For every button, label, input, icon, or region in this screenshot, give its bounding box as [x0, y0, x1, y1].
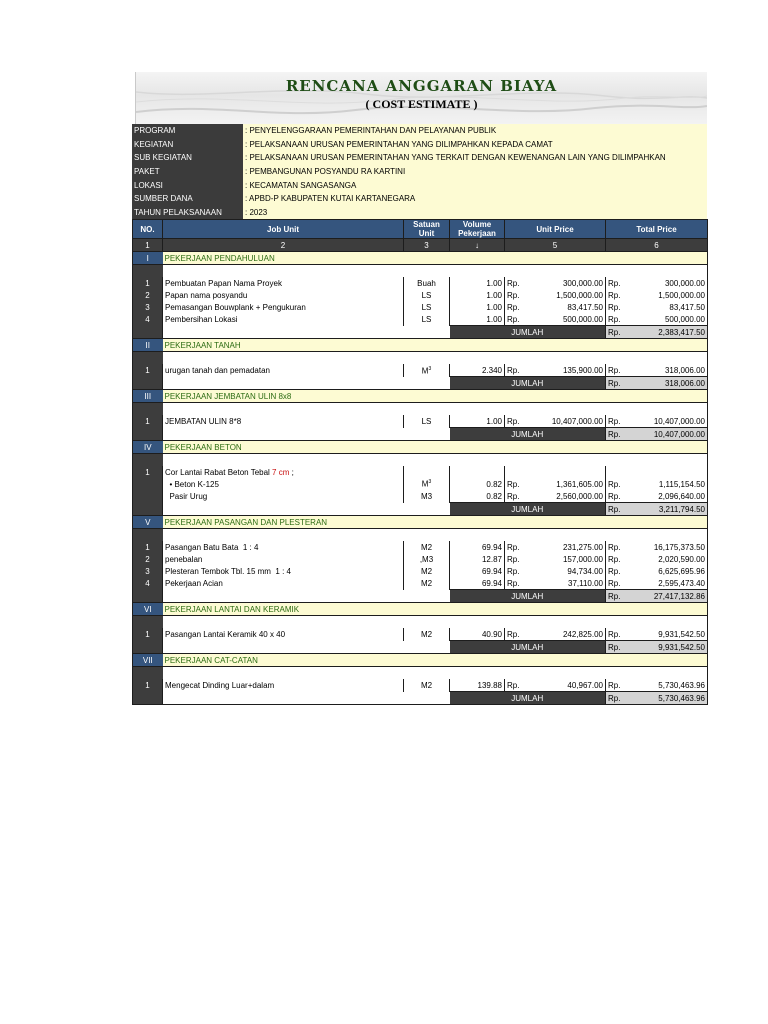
item-total-price: 83,417.50: [628, 301, 708, 313]
section-row: [133, 390, 708, 403]
item-unit-price: 1,361,605.00: [556, 479, 603, 489]
spacer-cell: [163, 265, 708, 278]
item-volume: 1.00: [486, 314, 502, 324]
subtotal-spacer: [133, 590, 163, 603]
section-title: PEKERJAAN CAT-CATAN: [163, 654, 708, 667]
subtotal-currency: Rp.: [606, 503, 628, 516]
spacer-row: [133, 529, 708, 542]
colnum-1: 1: [133, 239, 163, 252]
item-unit-price: 500,000.00: [562, 314, 603, 324]
bill-of-quantities-table: [132, 219, 708, 705]
subtotal-value: 9,931,542.50: [628, 641, 708, 654]
item-unit-price: 40,967.00: [567, 680, 603, 690]
item-volume: 1.00: [486, 302, 502, 312]
spacer-cell: [133, 403, 163, 416]
item-description: penebalan: [163, 553, 404, 565]
item-volume: 1.00: [486, 416, 502, 426]
colnum-3: 3: [404, 239, 450, 252]
section-title: PEKERJAAN PENDAHULUAN: [163, 252, 708, 265]
subtotal-spacer: [163, 377, 450, 390]
item-unit-price: 231,275.00: [562, 542, 603, 552]
project-info-table: [132, 124, 707, 219]
info-label: SUMBER DANA: [132, 192, 243, 206]
item-price-currency: Rp.: [505, 415, 527, 428]
item-unit: LS: [404, 289, 450, 301]
item-total-price: 10,407,000.00: [628, 415, 708, 428]
item-description: Pasir Urug: [163, 490, 404, 503]
info-label: TAHUN PELAKSANAAN: [132, 206, 243, 220]
item-description: Papan nama posyandu: [163, 289, 404, 301]
subtotal-row: [133, 326, 708, 339]
spacer-cell: [133, 529, 163, 542]
item-total-currency: Rp.: [606, 577, 628, 590]
info-value: : PELAKSANAAN URUSAN PEMERINTAHAN YANG DILIMPAHKAN KEPADA CAMAT: [243, 138, 707, 152]
section-number: VII: [133, 654, 163, 667]
item-row: [133, 553, 708, 565]
header-satuan: Satuan Unit: [404, 220, 450, 239]
subtotal-spacer: [163, 641, 450, 654]
item-unit: M2: [404, 679, 450, 692]
subtotal-spacer: [163, 692, 450, 705]
info-value: : PENYELENGGARAAN PEMERINTAHAN DAN PELAYANAN PUBLIK: [243, 124, 707, 138]
spacer-cell: [163, 352, 708, 365]
item-description: JEMBATAN ULIN 8*8: [163, 415, 404, 428]
info-row: [132, 192, 707, 206]
spacer-row: [133, 265, 708, 278]
item-price-currency: Rp.: [505, 277, 527, 289]
item-volume: 0.82: [486, 479, 502, 489]
info-label: LOKASI: [132, 178, 243, 192]
info-value: : PELAKSANAAN URUSAN PEMERINTAHAN YANG TERKAIT DENGAN KEWENANGAN LAIN YANG DILIMPAHKAN: [243, 151, 707, 165]
item-unit: M3: [404, 490, 450, 503]
item-row: [133, 313, 708, 326]
item-description: Pembersihan Lokasi: [163, 313, 404, 326]
section-number: IV: [133, 441, 163, 454]
section-row: [133, 441, 708, 454]
item-total-price: 5,730,463.96: [628, 679, 708, 692]
column-number-row: [133, 239, 708, 252]
section-title: PEKERJAAN PASANGAN DAN PLESTERAN: [163, 516, 708, 529]
info-row: [132, 165, 707, 179]
spacer-row: [133, 454, 708, 467]
item-total-currency: Rp.: [606, 301, 628, 313]
item-number: 4: [133, 313, 163, 326]
item-total-currency: Rp.: [606, 565, 628, 577]
info-row: [132, 206, 707, 220]
item-total-price: [628, 466, 708, 478]
item-total-currency: Rp.: [606, 289, 628, 301]
info-row: [132, 138, 707, 152]
section-number: II: [133, 339, 163, 352]
item-total-currency: Rp.: [606, 541, 628, 553]
subtotal-label: JUMLAH: [450, 326, 606, 339]
item-volume: 1.00: [486, 278, 502, 288]
item-total-currency: Rp.: [606, 490, 628, 503]
spacer-row: [133, 403, 708, 416]
item-unit-price: 300,000.00: [562, 278, 603, 288]
item-number: [133, 490, 163, 503]
subtotal-row: [133, 641, 708, 654]
item-unit: $M^3$: [404, 478, 450, 490]
item-row: [133, 565, 708, 577]
info-row: [132, 151, 707, 165]
section-row: [133, 339, 708, 352]
item-total-currency: Rp.: [606, 364, 628, 377]
item-total-price: 1,115,154.50: [628, 478, 708, 490]
item-row: [133, 301, 708, 313]
item-unit: Buah: [404, 277, 450, 289]
subtotal-value: 318,006.00: [628, 377, 708, 390]
spacer-row: [133, 616, 708, 629]
item-price-currency: Rp.: [505, 577, 527, 590]
item-number: [133, 478, 163, 490]
subtotal-label: JUMLAH: [450, 641, 606, 654]
item-price-currency: Rp.: [505, 553, 527, 565]
colnum-6: 6: [606, 239, 708, 252]
item-description: Pemasangan Bouwplank + Pengukuran: [163, 301, 404, 313]
item-unit-price: 83,417.50: [567, 302, 603, 312]
subtotal-spacer: [133, 641, 163, 654]
item-row: [133, 466, 708, 478]
item-total-price: 2,096,640.00: [628, 490, 708, 503]
item-unit: LS: [404, 313, 450, 326]
item-total-price: 2,020,590.00: [628, 553, 708, 565]
item-unit-price: 157,000.00: [562, 554, 603, 564]
colnum-4: ↓: [450, 239, 505, 252]
item-number: 1: [133, 679, 163, 692]
table-header-row: [133, 220, 708, 239]
spacer-cell: [163, 403, 708, 416]
item-unit-superscript: 3: [428, 365, 432, 372]
item-total-price: 500,000.00: [628, 313, 708, 326]
subtotal-label: JUMLAH: [450, 377, 606, 390]
spacer-cell: [163, 667, 708, 680]
section-title: PEKERJAAN LANTAI DAN KERAMIK: [163, 603, 708, 616]
item-unit: $M^3$: [404, 364, 450, 377]
item-row: [133, 478, 708, 490]
header-unit-price: Unit Price: [505, 220, 606, 239]
item-description: Cor Lantai Rabat Beton Tebal 7 cm ;: [163, 466, 404, 478]
item-unit: LS: [404, 301, 450, 313]
item-number: 2: [133, 289, 163, 301]
item-row: [133, 541, 708, 553]
section-title: PEKERJAAN JEMBATAN ULIN 8x8: [163, 390, 708, 403]
subtotal-row: [133, 503, 708, 516]
section-number: V: [133, 516, 163, 529]
subtotal-currency: Rp.: [606, 377, 628, 390]
spacer-cell: [133, 616, 163, 629]
item-unit: LS: [404, 415, 450, 428]
item-total-currency: Rp.: [606, 277, 628, 289]
colnum-2: 2: [163, 239, 404, 252]
item-number: 2: [133, 553, 163, 565]
subtotal-value: 2,383,417.50: [628, 326, 708, 339]
info-label: KEGIATAN: [132, 138, 243, 152]
item-unit-price: 94,734.00: [567, 566, 603, 576]
item-unit-price: 242,825.00: [562, 629, 603, 639]
subtotal-value: 10,407,000.00: [628, 428, 708, 441]
item-unit-price: 10,407,000.00: [551, 416, 603, 426]
subtotal-label: JUMLAH: [450, 428, 606, 441]
info-value: : APBD-P KABUPATEN KUTAI KARTANEGARA: [243, 192, 707, 206]
section-number: III: [133, 390, 163, 403]
item-number: 1: [133, 466, 163, 478]
subtotal-value: 3,211,794.50: [628, 503, 708, 516]
header-volume: Volume Pekerjaan: [450, 220, 505, 239]
item-unit: M2: [404, 577, 450, 590]
item-volume: 0.82: [486, 491, 502, 501]
item-number: 1: [133, 628, 163, 641]
item-unit: ,M3: [404, 553, 450, 565]
item-description: Pasangan Batu Bata 1 : 4: [163, 541, 404, 553]
item-volume: 40.90: [481, 629, 502, 639]
subtotal-row: [133, 428, 708, 441]
item-total-currency: Rp.: [606, 313, 628, 326]
item-price-currency: Rp.: [505, 565, 527, 577]
cost-estimate-sheet: [132, 72, 707, 705]
item-volume: 139.88: [477, 680, 502, 690]
subtotal-label: JUMLAH: [450, 503, 606, 516]
item-unit: M2: [404, 628, 450, 641]
item-unit-price: 1,500,000.00: [556, 290, 603, 300]
info-row: [132, 178, 707, 192]
info-value: : PEMBANGUNAN POSYANDU RA KARTINI: [243, 165, 707, 179]
info-value: : 2023: [243, 206, 707, 220]
item-description: Pekerjaan Acian: [163, 577, 404, 590]
section-number: VI: [133, 603, 163, 616]
spacer-row: [133, 667, 708, 680]
subtotal-currency: Rp.: [606, 641, 628, 654]
subtotal-label: JUMLAH: [450, 590, 606, 603]
item-price-currency: Rp.: [505, 628, 527, 641]
item-unit-superscript: 3: [428, 479, 432, 486]
section-title: PEKERJAAN BETON: [163, 441, 708, 454]
item-unit-price: 135,900.00: [562, 365, 603, 375]
item-total-price: 9,931,542.50: [628, 628, 708, 641]
subtotal-currency: Rp.: [606, 692, 628, 705]
item-unit: M2: [404, 565, 450, 577]
item-number: 3: [133, 301, 163, 313]
subtotal-row: [133, 692, 708, 705]
spacer-cell: [163, 454, 708, 467]
spacer-cell: [163, 529, 708, 542]
item-unit-price: 2,560,000.00: [556, 491, 603, 501]
item-volume: 69.94: [481, 542, 502, 552]
item-description: Mengecat Dinding Luar+dalam: [163, 679, 404, 692]
spacer-cell: [133, 667, 163, 680]
item-total-price: 16,175,373.50: [628, 541, 708, 553]
item-price-currency: Rp.: [505, 478, 527, 490]
subtotal-spacer: [163, 428, 450, 441]
section-row: [133, 654, 708, 667]
item-price-currency: [505, 466, 527, 478]
spacer-cell: [133, 265, 163, 278]
item-volume: 69.94: [481, 578, 502, 588]
item-price-currency: Rp.: [505, 313, 527, 326]
subtotal-value: 27,417,132.86: [628, 590, 708, 603]
subtotal-row: [133, 590, 708, 603]
item-number: 1: [133, 364, 163, 377]
info-value: : KECAMATAN SANGASANGA: [243, 178, 707, 192]
item-unit-price: 37,110.00: [568, 578, 603, 588]
item-total-price: 2,595,473.40: [628, 577, 708, 590]
item-total-currency: Rp.: [606, 628, 628, 641]
subtotal-currency: Rp.: [606, 590, 628, 603]
section-title: PEKERJAAN TANAH: [163, 339, 708, 352]
header-job-unit: Job Unit: [163, 220, 404, 239]
item-unit-price: [527, 466, 606, 478]
subtotal-spacer: [133, 503, 163, 516]
header-total-price: Total Price: [606, 220, 708, 239]
subtotal-currency: Rp.: [606, 326, 628, 339]
item-volume: 12.87: [481, 554, 502, 564]
item-total-price: 318,006.00: [628, 364, 708, 377]
spacer-row: [133, 352, 708, 365]
item-total-currency: Rp.: [606, 415, 628, 428]
section-row: [133, 252, 708, 265]
header-no: NO.: [133, 220, 163, 239]
item-description: urugan tanah dan pemadatan: [163, 364, 404, 377]
subtotal-spacer: [133, 326, 163, 339]
item-price-currency: Rp.: [505, 289, 527, 301]
item-thickness: 7 cm: [272, 467, 290, 477]
item-price-currency: Rp.: [505, 364, 527, 377]
item-total-currency: Rp.: [606, 478, 628, 490]
item-row: [133, 364, 708, 377]
item-number: 3: [133, 565, 163, 577]
item-unit: [404, 466, 450, 478]
item-number: 4: [133, 577, 163, 590]
section-number: I: [133, 252, 163, 265]
subtotal-value: 5,730,463.96: [628, 692, 708, 705]
item-volume: 1.00: [486, 290, 502, 300]
section-row: [133, 603, 708, 616]
title-band: [135, 72, 707, 124]
info-label: PAKET: [132, 165, 243, 179]
subtotal-spacer: [163, 326, 450, 339]
item-row: [133, 289, 708, 301]
colnum-5: 5: [505, 239, 606, 252]
item-total-price: 6,625,695.96: [628, 565, 708, 577]
item-total-price: 1,500,000.00: [628, 289, 708, 301]
item-volume: 69.94: [481, 566, 502, 576]
spacer-cell: [163, 616, 708, 629]
item-row: [133, 277, 708, 289]
item-number: 1: [133, 277, 163, 289]
item-description: Pasangan Lantai Keramik 40 x 40: [163, 628, 404, 641]
item-total-currency: [606, 466, 628, 478]
item-volume: [450, 466, 505, 478]
section-row: [133, 516, 708, 529]
item-unit: M2: [404, 541, 450, 553]
item-row: [133, 628, 708, 641]
subtotal-spacer: [163, 590, 450, 603]
item-description: Plesteran Tembok Tbl. 15 mm 1 : 4: [163, 565, 404, 577]
spacer-cell: [133, 352, 163, 365]
subtotal-label: JUMLAH: [450, 692, 606, 705]
item-total-price: 300,000.00: [628, 277, 708, 289]
subtotal-spacer: [163, 503, 450, 516]
page-subtitle: ( COST ESTIMATE ): [365, 97, 478, 111]
item-price-currency: Rp.: [505, 490, 527, 503]
item-volume: 2.340: [481, 365, 502, 375]
info-row: [132, 124, 707, 138]
page-title: RENCANA ANGGARAN BIAYA: [285, 77, 558, 95]
item-price-currency: Rp.: [505, 541, 527, 553]
item-description: Pembuatan Papan Nama Proyek: [163, 277, 404, 289]
item-number: 1: [133, 415, 163, 428]
item-row: [133, 415, 708, 428]
subtotal-row: [133, 377, 708, 390]
item-row: [133, 577, 708, 590]
item-price-currency: Rp.: [505, 301, 527, 313]
item-description: • Beton K-125: [163, 478, 404, 490]
item-row: [133, 679, 708, 692]
spacer-cell: [133, 454, 163, 467]
info-label: SUB KEGIATAN: [132, 151, 243, 165]
item-total-currency: Rp.: [606, 679, 628, 692]
item-number: 1: [133, 541, 163, 553]
item-price-currency: Rp.: [505, 679, 527, 692]
subtotal-spacer: [133, 428, 163, 441]
item-total-currency: Rp.: [606, 553, 628, 565]
info-label: PROGRAM: [132, 124, 243, 138]
subtotal-spacer: [133, 692, 163, 705]
subtotal-currency: Rp.: [606, 428, 628, 441]
item-row: [133, 490, 708, 503]
subtotal-spacer: [133, 377, 163, 390]
